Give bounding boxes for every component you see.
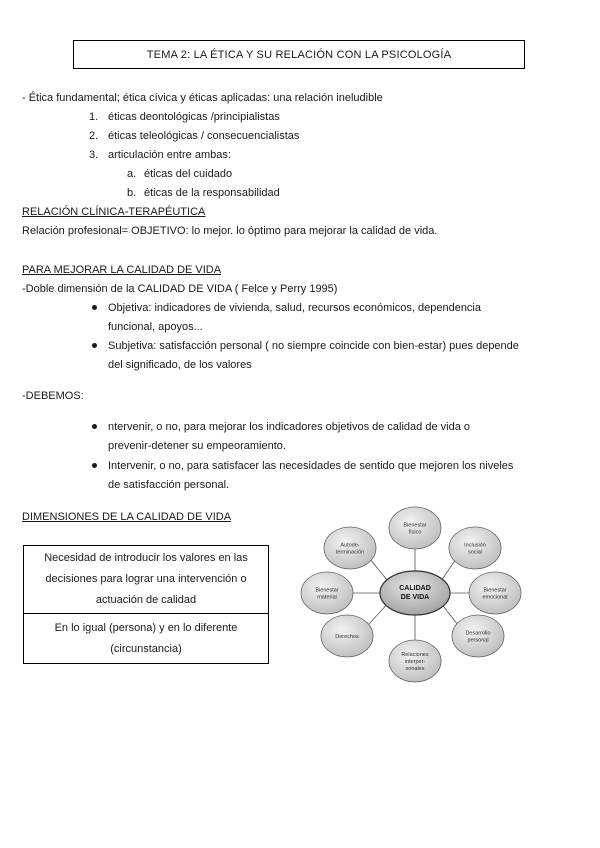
box-line: En lo igual (persona) y en lo diferente [54,621,238,634]
intro-line: - Ética fundamental; ética cívica y éticas aplicadas: una relación ineludible [22,92,383,104]
diagram-node-label: Bienestar [483,587,507,594]
diagram-spoke [441,559,455,580]
section-heading: PARA MEJORAR LA CALIDAD DE VIDA [22,264,222,276]
diagram-node-label: Autode- [340,542,360,549]
bullet-text: prevenir-detener su empeoramiento. [108,440,286,452]
center-node [380,571,450,615]
diagram-spoke [367,604,387,626]
diagram-spoke [370,559,388,581]
lettered-marker: a. [127,168,137,180]
section-heading: DIMENSIONES DE LA CALIDAD DE VIDA [22,511,232,523]
bullet-icon [92,305,97,310]
numbered-marker: 3. [89,149,99,161]
lettered-marker: b. [127,187,137,199]
box-line: decisiones para lograr una intervención o [45,573,247,585]
numbered-marker: 1. [89,111,99,123]
bullet-icon [92,463,97,468]
values-box [23,545,269,614]
diagram-node-label: personal [467,637,489,644]
diagram-node-label: físico [408,529,422,536]
bullet-text: Intervenir, o no, para satisfacer las necesidades de sentido que mejoren los niveles [108,460,514,472]
bullet-text: ntervenir, o no, para mejorar los indicadores objetivos de calidad de vida o [108,421,470,433]
section-text: Relación profesional= OBJETIVO: lo mejor. lo óptimo para mejorar la calidad de vida. [22,225,438,237]
bullet-text: de satisfacción personal. [108,479,230,491]
section-heading: -DEBEMOS: [22,390,84,402]
center-label: CALIDAD [399,585,431,592]
quality-of-life-diagram [290,498,530,688]
diagram-node-label: Bienestar [315,587,339,594]
title-box [73,40,525,69]
diagram-node-label: Derechos [335,634,359,640]
bullet-text: funcional, apoyos... [108,321,203,333]
diagram-node-label: emocional [482,594,508,601]
numbered-item: articulación entre ambas: [108,149,231,161]
diagram-node-label: material [317,594,337,601]
diagram-node-label: terminación [335,549,365,556]
numbered-item: éticas teleológicas / consecuencialistas [108,130,300,142]
diagram-node-label: Relaciones [401,652,429,658]
equality-box [23,613,269,664]
bullet-text: Subjetiva: satisfacción personal ( no siempre coincide con bien-estar) pues depende [108,340,519,352]
bullet-text: del significado, de los valores [108,359,252,371]
lettered-item: éticas de la responsabilidad [144,187,280,199]
numbered-marker: 2. [89,130,99,142]
page-title: TEMA 2: LA ÉTICA Y SU RELACIÓN CON LA PSICOLOGÍA [146,48,452,61]
diagram-node-label: social [467,549,483,556]
section-heading: RELACIÓN CLÍNICA-TERAPÉUTICA [22,206,206,218]
numbered-item: éticas deontológicas /principialistas [108,111,280,123]
center-label: DE VIDA [400,594,430,601]
diagram-node-label: sonales [405,666,425,672]
diagram-node-label: Bienestar [403,522,427,529]
bullet-icon [92,343,97,348]
diagram-spoke [442,605,458,625]
box-line: Necesidad de introducir los valores en las [44,552,248,564]
box-line: actuación de calidad [95,594,197,606]
box-line: (circunstancia) [110,642,182,655]
section-text: -Doble dimensión de la CALIDAD DE VIDA ( Felce y Perry 1995) [22,283,338,295]
bullet-text: Objetiva: indicadores de vivienda, salud, recursos económicos, dependencia [108,302,481,314]
lettered-item: éticas del cuidado [144,168,233,180]
bullet-icon [92,424,97,429]
diagram-node-label: interper- [404,659,426,665]
diagram-node-label: Desarrollo [465,630,491,637]
diagram-node-label: Inclusión [464,542,486,549]
